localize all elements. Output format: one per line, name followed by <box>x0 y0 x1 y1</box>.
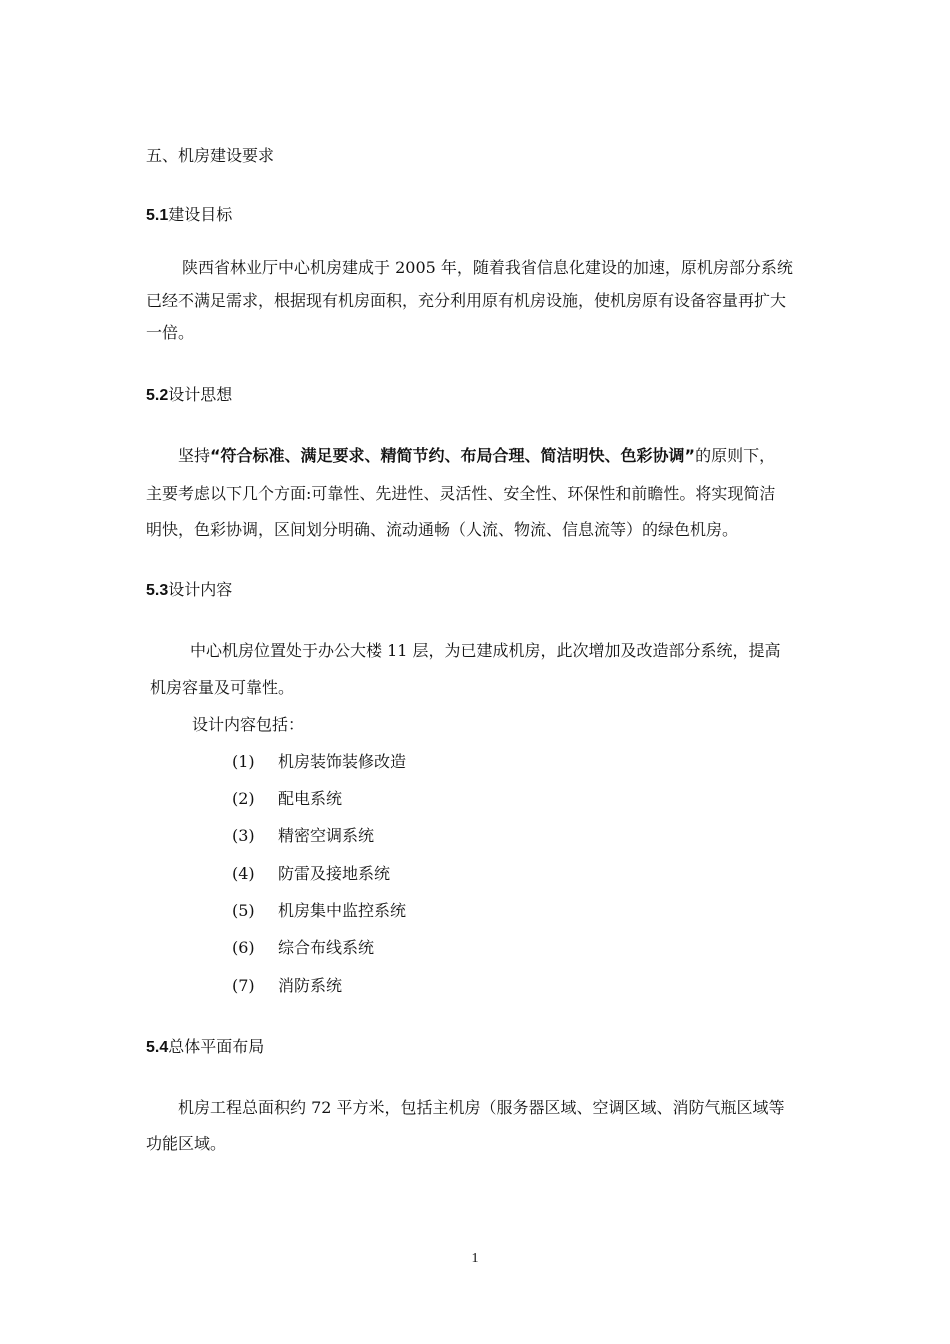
list-item <box>232 938 374 958</box>
heading-5-2-number: 5.2 <box>146 387 169 404</box>
paragraph-5-2-principle: “符合标准、满足要求、精简节约、布局合理、简洁明快、色彩协调” <box>210 446 696 465</box>
paragraph-5-2-suffix: 的原则下， <box>695 446 776 465</box>
list-item-text: 防雷及接地系统 <box>278 864 391 883</box>
paragraph-5-2-line-1 <box>178 446 775 466</box>
list-item-number: (5) <box>232 901 255 920</box>
heading-5-3 <box>146 580 232 601</box>
paragraph-5-1-line-3: 一倍。 <box>146 323 195 342</box>
paragraph-5-1-line-1: 陕西省林业厅中心机房建成于 2005 年，随着我省信息化建设的加速，原机房部分系统 <box>182 258 793 277</box>
paragraph-5-3-line-1: 中心机房位置处于办公大楼 11 层，为已建成机房，此次增加及改造部分系统，提高 <box>190 641 781 660</box>
paragraph-5-4-line-2: 功能区域。 <box>146 1134 227 1153</box>
heading-5-1 <box>146 205 232 226</box>
heading-5-4-text: 总体平面布局 <box>168 1037 265 1056</box>
paragraph-5-2-line-3: 明快，色彩协调，区间划分明确、流动通畅（人流、物流、信息流等）的绿色机房。 <box>146 520 739 539</box>
heading-5-4 <box>146 1037 264 1058</box>
list-item-number: (2) <box>232 789 255 808</box>
heading-5-2 <box>146 385 232 406</box>
list-intro: 设计内容包括： <box>192 715 305 734</box>
paragraph-5-1-line-2: 已经不满足需求，根据现有机房面积，充分利用原有机房设施，使机房原有设备容量再扩大 <box>146 291 787 310</box>
list-item-text: 机房集中监控系统 <box>278 901 407 920</box>
list-item-number: (3) <box>232 826 255 845</box>
section-title: 五、机房建设要求 <box>146 146 275 165</box>
paragraph-5-2-line-2: 主要考虑以下几个方面:可靠性、先进性、灵活性、安全性、环保性和前瞻性。将实现简洁 <box>146 484 776 503</box>
list-item-text: 配电系统 <box>278 789 343 808</box>
list-item <box>232 976 342 996</box>
list-item-number: (6) <box>232 938 255 957</box>
list-item <box>232 826 374 846</box>
list-item-text: 精密空调系统 <box>278 826 375 845</box>
heading-5-3-number: 5.3 <box>146 582 169 599</box>
paragraph-5-2-prefix: 坚持 <box>178 446 211 465</box>
heading-5-3-text: 设计内容 <box>168 580 233 599</box>
paragraph-5-4-line-1: 机房工程总面积约 72 平方米，包括主机房（服务器区域、空调区域、消防气瓶区域等 <box>178 1098 785 1117</box>
list-item-number: (4) <box>232 864 255 883</box>
list-item-text: 消防系统 <box>278 976 343 995</box>
list-item-number: (7) <box>232 976 255 995</box>
list-item-text: 综合布线系统 <box>278 938 375 957</box>
heading-5-2-text: 设计思想 <box>168 385 233 404</box>
paragraph-5-3-line-2: 机房容量及可靠性。 <box>150 678 295 697</box>
heading-5-4-number: 5.4 <box>146 1039 169 1056</box>
list-item-text: 机房装饰装修改造 <box>278 752 407 771</box>
list-item <box>232 901 406 921</box>
list-item <box>232 752 406 772</box>
list-item <box>232 789 342 809</box>
heading-5-1-text: 建设目标 <box>168 205 233 224</box>
list-item <box>232 864 390 884</box>
heading-5-1-number: 5.1 <box>146 207 169 224</box>
page-number: 1 <box>471 1251 479 1266</box>
list-item-number: (1) <box>232 752 255 771</box>
